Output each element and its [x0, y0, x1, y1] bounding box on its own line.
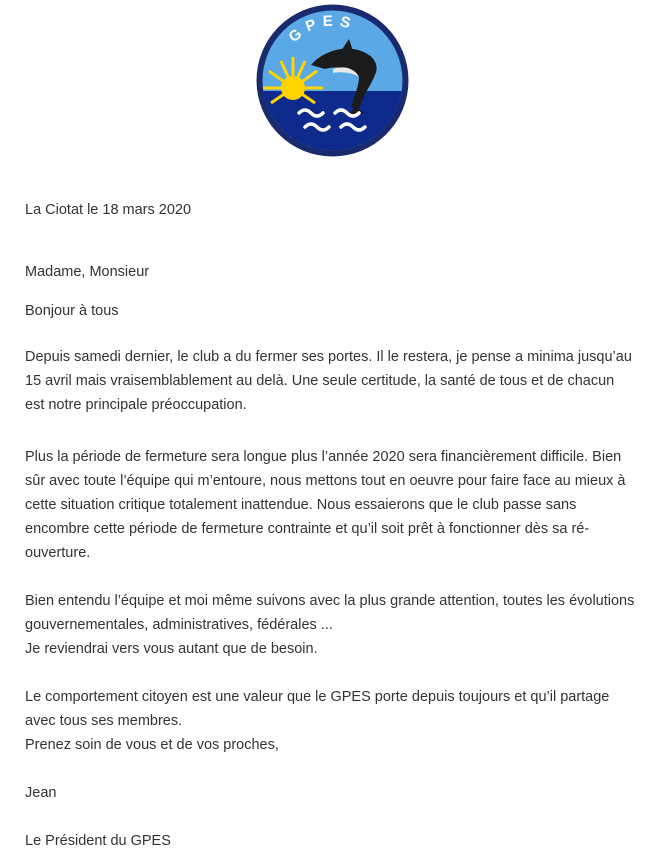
salutation: Madame, Monsieur: [25, 264, 150, 280]
paragraph-1: [25, 345, 637, 417]
gpes-logo-emblem: [255, 3, 410, 158]
signature-name: Jean: [25, 785, 57, 801]
signature-title: Le Président du GPES: [25, 833, 171, 849]
paragraph-text: Plus la période de fermeture sera longue plus l’année 2020 sera financièrement difficile. Bien sûr avec toute l’équipe qui m’entoure, nous mettons tout en oeuvre pour faire face au mieux à cette situation critique totalement inattendue. Nous essaierons que le club passe sans encombre cette période de fermeture contrainte et qu’il soit prêt à fonctionner dès sa ré-ouverture.: [25, 449, 626, 561]
greeting: Bonjour à tous: [25, 303, 119, 319]
paragraph-3: [25, 589, 637, 661]
logo-text: GPES: [285, 12, 359, 46]
paragraph-4: [25, 685, 637, 757]
paragraph-text: Bien entendu l’équipe et moi même suivons avec la plus grande attention, toutes les évolutions gouvernementales, administratives, fédérales ...: [25, 593, 635, 633]
paragraph-text: Depuis samedi dernier, le club a du fermer ses portes. Il le restera, je pense a minima jusqu’au 15 avril mais vraisemblablement au delà. Une seule certitude, la santé de tous et de chacun est notre principale préoccupation.: [25, 349, 632, 413]
paragraph-text: Prenez soin de vous et de vos proches,: [25, 737, 279, 753]
logo-sea: [255, 91, 410, 158]
place-date: La Ciotat le 18 mars 2020: [25, 202, 192, 218]
paragraph-text: Je reviendrai vers vous autant que de besoin.: [25, 641, 318, 657]
gpes-logo: [255, 3, 410, 158]
paragraph-2: [25, 445, 637, 565]
paragraph-text: Le comportement citoyen est une valeur que le GPES porte depuis toujours et qu’il partage avec tous ses membres.: [25, 689, 610, 729]
